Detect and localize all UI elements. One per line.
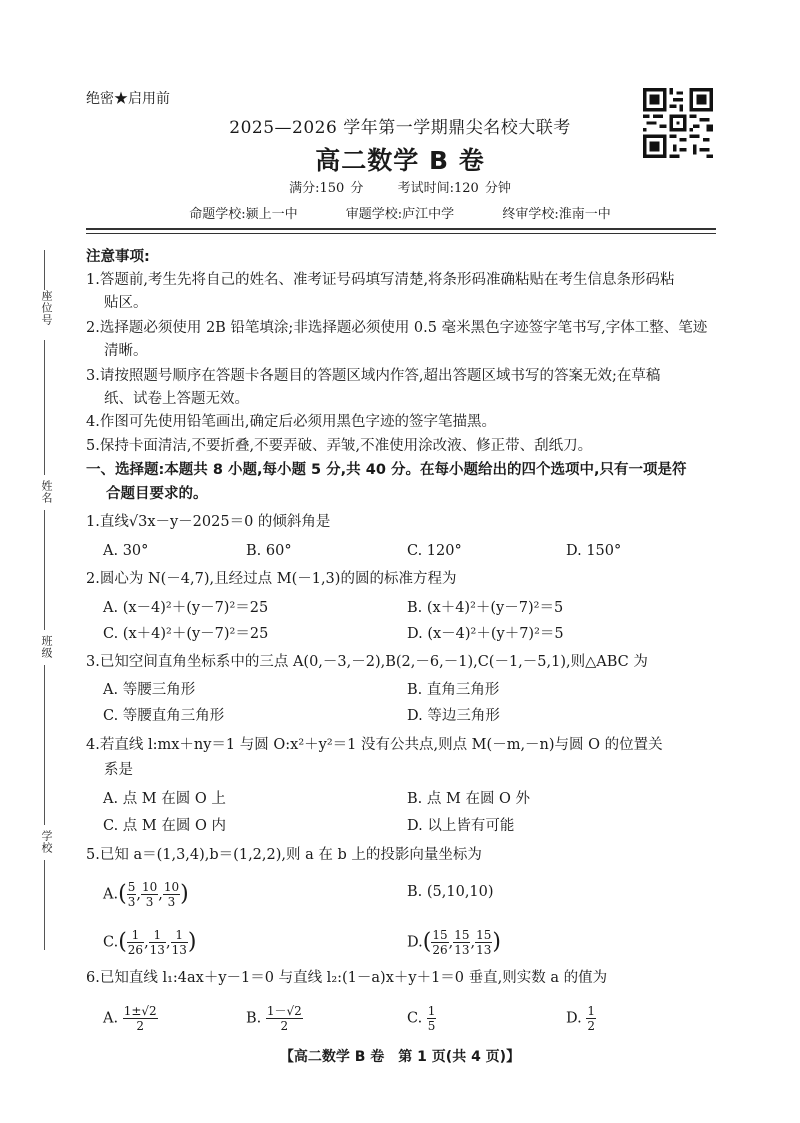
- sqrt-3: √3: [128, 514, 148, 530]
- q2-option-a: A. (x－4)²＋(y－7)²＝25: [103, 600, 269, 616]
- schools-line: [0, 203, 800, 222]
- full-score: 满分:150 分: [289, 181, 364, 196]
- binding-line: [44, 860, 45, 950]
- fraction: $\frac{15}{26}$: [432, 928, 448, 957]
- fraction: $\frac{1}{2}$: [587, 1004, 595, 1033]
- notice-item: 1.答题前,考生先将自己的姓名、准考证号码填写清楚,将条形码准确粘贴在考生信息条形码粘: [86, 272, 675, 288]
- q5-option-c: C.( $\frac{1}{26}$ , $\frac{1}{13}$ , $\frac{1}{13}$ ): [103, 928, 197, 957]
- qr-code-icon: [643, 88, 713, 158]
- exam-time: 考试时间:120 分钟: [397, 181, 511, 196]
- q4-option-b: B. 点 M 在圆 O 外: [407, 791, 531, 807]
- q5-option-b: B. (5,10,10): [407, 884, 494, 900]
- fraction: $\frac{1}{13}$: [149, 928, 165, 957]
- notice-item: 3.请按照题号顺序在答题卡各题目的答题区域内作答,超出答题区域书写的答案无效;在草稿: [86, 368, 661, 384]
- q1-option-c: C. 120°: [407, 543, 462, 559]
- q1-option-a: A. 30°: [103, 543, 149, 559]
- fraction: $\frac{1}{5}$: [427, 1004, 436, 1033]
- q1-option-d: D. 150°: [566, 543, 622, 559]
- q2-option-b: B. (x＋4)²＋(y－7)²＝5: [407, 600, 564, 616]
- school-review: 审题学校:庐江中学: [345, 207, 455, 222]
- fraction: $\frac{10}{3}$: [141, 880, 158, 909]
- q6-option-a: A. $\frac{1\pm√2}{2}$: [103, 1004, 157, 1033]
- notice-item: 4.作图可先使用铅笔画出,确定后必须用黑色字迹的签字笔描黑。: [86, 414, 496, 430]
- q3-option-d: D. 等边三角形: [407, 708, 500, 724]
- school-propose: 命题学校:颍上一中: [189, 207, 298, 222]
- q2-option-c: C. (x＋4)²＋(y－7)²＝25: [103, 626, 269, 642]
- fraction: $\frac{15}{13}$: [476, 928, 492, 957]
- notice-item: 5.保持卡面清洁,不要折叠,不要弄破、弄皱,不准使用涂改液、修正带、刮纸刀。: [86, 438, 593, 454]
- class-label: 班级: [40, 635, 53, 659]
- fraction: $\frac{1}{13}$: [171, 928, 187, 957]
- binding-line: [44, 250, 45, 290]
- fraction: $\frac{15}{13}$: [454, 928, 470, 957]
- score-time-line: [0, 177, 800, 196]
- q4-option-a: A. 点 M 在圆 O 上: [103, 791, 226, 807]
- q6-option-d: D. $\frac{1}{2}$: [566, 1004, 595, 1033]
- name-label: 姓名: [40, 480, 53, 504]
- notice-title: 注意事项:: [86, 249, 150, 265]
- q5-option-d: D.( $\frac{15}{26}$ , $\frac{15}{13}$ , $\frac{15}{13}$ ): [407, 928, 501, 957]
- header-rule-thick: [86, 228, 716, 230]
- subject-title: 高二数学 B 卷: [315, 146, 485, 175]
- question-3-stem: 3.已知空间直角坐标系中的三点 A(0,－3,－2),B(2,－6,－1),C(－1,－5,1),则△ABC 为: [86, 654, 648, 670]
- q3-option-c: C. 等腰直角三角形: [103, 708, 225, 724]
- fraction: $\frac{10}{3}$: [163, 880, 180, 909]
- notice-item: 贴区。: [104, 295, 148, 311]
- notice-item: 2.选择题必须使用 2B 铅笔填涂;非选择题必须使用 0.5 毫米黑色字迹签字笔书写,字体工整、笔迹: [86, 320, 708, 336]
- question-4-stem-cont: 系是: [104, 762, 133, 778]
- q5-option-a: A.( $\frac{5}{3}$ , $\frac{10}{3}$ , $\frac{10}{3}$ ): [103, 880, 189, 909]
- exam-title: 2025—2026 学年第一学期鼎尖名校大联考: [229, 118, 571, 138]
- q6-option-b: B. $\frac{1-√2}{2}$: [246, 1004, 302, 1033]
- fraction: $\frac{5}{3}$: [127, 880, 136, 909]
- question-6-stem: 6.已知直线 l₁:4ax＋y－1＝0 与直线 l₂:(1－a)x＋y＋1＝0 垂直,则实数 a 的值为: [86, 970, 608, 986]
- binding-line: [44, 510, 45, 630]
- school-label: 学校: [40, 830, 53, 854]
- question-4-stem: 4.若直线 l:mx＋ny＝1 与圆 O:x²＋y²＝1 没有公共点,则点 M(－m,－n)与圆 O 的位置关: [86, 737, 663, 753]
- q4-option-d: D. 以上皆有可能: [407, 818, 515, 834]
- section-heading: 合题目要求的。: [106, 486, 208, 502]
- notice-item: 纸、试卷上答题无效。: [104, 391, 249, 407]
- page-footer: 【高二数学 B 卷 第 1 页(共 4 页)】: [279, 1049, 521, 1065]
- question-5-stem: 5.已知 a＝(1,3,4),b＝(1,2,2),则 a 在 b 上的投影向量坐标为: [86, 847, 482, 863]
- q6-option-c: C. $\frac{1}{5}$: [407, 1004, 436, 1033]
- school-final: 终审学校:淮南一中: [502, 207, 611, 222]
- fraction: $\frac{1}{26}$: [127, 928, 144, 957]
- question-1-stem: 1.直线√3x－y－2025＝0 的倾斜角是: [86, 514, 331, 530]
- notice-item: 清晰。: [104, 343, 148, 359]
- fraction: $\frac{1\pm√2}{2}$: [123, 1004, 157, 1033]
- binding-line: [44, 665, 45, 825]
- header-rule-thin: [86, 233, 716, 234]
- secret-label: 绝密★启用前: [86, 91, 170, 107]
- q2-option-d: D. (x－4)²＋(y＋7)²＝5: [407, 626, 564, 642]
- section-heading: 一、选择题:本题共 8 小题,每小题 5 分,共 40 分。在每小题给出的四个选项中,只有一项是符: [86, 462, 687, 478]
- q3-option-a: A. 等腰三角形: [103, 682, 196, 698]
- q4-option-c: C. 点 M 在圆 O 内: [103, 818, 226, 834]
- seat-number-label: 座位号: [40, 290, 53, 326]
- fraction: $\frac{1-√2}{2}$: [266, 1004, 302, 1033]
- question-2-stem: 2.圆心为 N(－4,7),且经过点 M(－1,3)的圆的标准方程为: [86, 571, 457, 587]
- q3-option-b: B. 直角三角形: [407, 682, 500, 698]
- binding-line: [44, 340, 45, 475]
- q1-option-b: B. 60°: [246, 543, 292, 559]
